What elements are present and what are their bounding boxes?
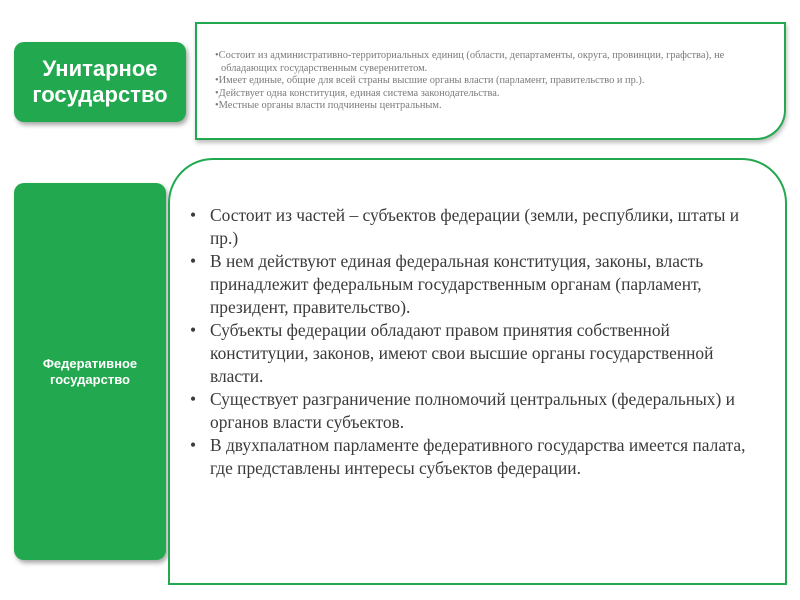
list-item: • Местные органы власти подчинены центральным.	[215, 100, 770, 113]
list-item: • Состоит из частей – субъектов федерации (земли, республики, штаты и пр.)	[188, 204, 763, 250]
list-item: • В нем действуют единая федеральная конституция, законы, власть принадлежит федеральным государственным органам (парламент, президент, правительство).	[188, 250, 763, 319]
list-item: • В двухпалатном парламенте федеративного государства имеется палата, где представлены интересы субъектов федерации.	[188, 434, 763, 480]
list-item: • Существует разграничение полномочий центральных (федеральных) и органов власти субъектов.	[188, 388, 763, 434]
list-item: • Имеет единые, общие для всей страны высшие органы власти (парламент, правительство и пр.).	[215, 75, 770, 88]
unitary-state-title: Унитарное государство	[32, 56, 168, 107]
unitary-state-label	[14, 42, 186, 122]
federal-state-list	[188, 204, 763, 480]
federal-state-description	[168, 158, 787, 585]
unitary-state-list	[215, 50, 770, 113]
list-item: • Субъекты федерации обладают правом принятия собственной конституции, законов, имеют свои высшие органы государственной власти.	[188, 319, 763, 388]
list-item: • Действует одна конституция, единая система законодательства.	[215, 88, 770, 101]
federal-state-title: Федеративное государство	[42, 355, 138, 387]
list-item: • Состоит из административно-территориальных единиц (области, департаменты, округа, провинции, графства), не обладающих государственным суверенитетом.	[215, 50, 770, 75]
unitary-state-description	[195, 22, 786, 140]
federal-state-label	[14, 183, 166, 560]
